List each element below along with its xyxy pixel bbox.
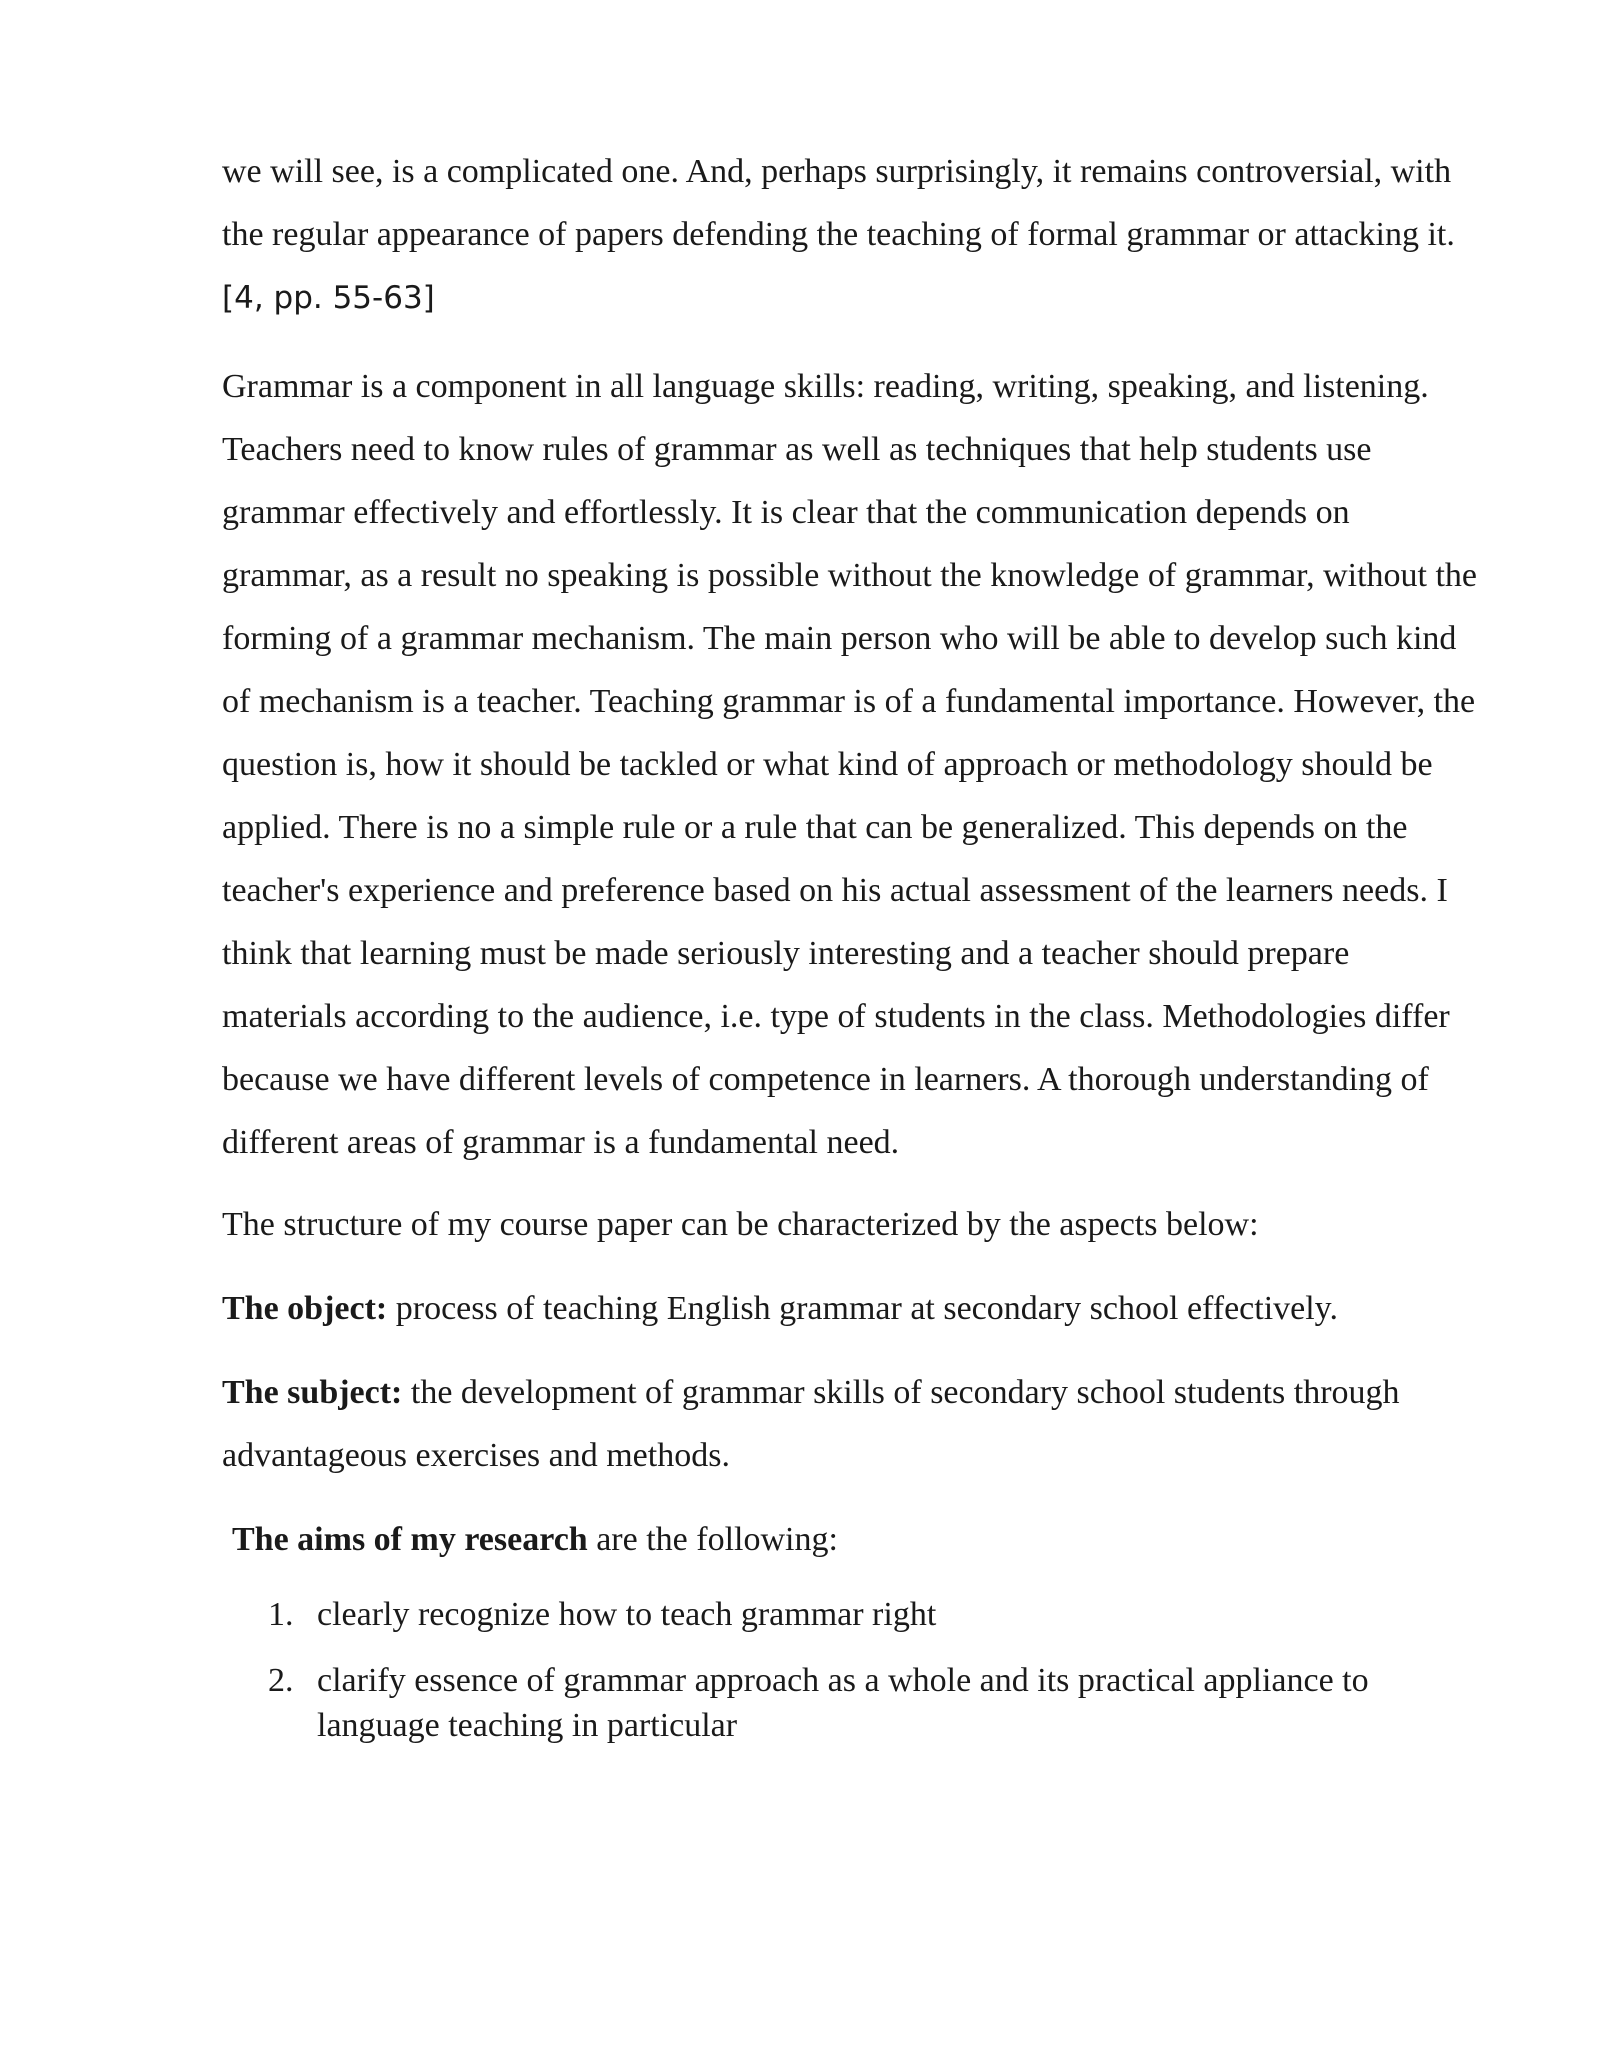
aims-text: are the following: — [587, 1521, 838, 1558]
page-content — [222, 140, 1480, 1769]
object-text: process of teaching English grammar at secondary school effectively. — [387, 1290, 1338, 1327]
aims-list — [222, 1592, 1480, 1748]
subject-paragraph — [222, 1361, 1480, 1487]
citation: [4, pp. 55-63] — [222, 280, 435, 316]
subject-label: The subject: — [222, 1374, 403, 1411]
continuation-paragraph — [222, 140, 1480, 330]
list-item — [222, 1658, 1480, 1748]
aims-paragraph — [222, 1508, 1480, 1571]
list-item-text: clearly recognize how to teach grammar right — [317, 1596, 937, 1633]
continuation-text: we will see, is a complicated one. And, perhaps surprisingly, it remains controversial, with the regular appearance of papers defending the teaching of formal grammar or attacking it. — [222, 153, 1455, 253]
list-item-text: clarify essence of grammar approach as a whole and its practical appliance to language teaching in particular — [317, 1662, 1369, 1744]
list-item-number: 1. — [268, 1596, 294, 1633]
list-item — [222, 1592, 1480, 1637]
object-paragraph — [222, 1277, 1480, 1340]
aims-label: The aims of my research — [232, 1521, 588, 1558]
list-item-number: 2. — [268, 1662, 294, 1699]
subject-text: the development of grammar skills of secondary school students through advantageous exercises and methods. — [222, 1374, 1400, 1474]
object-label: The object: — [222, 1290, 388, 1327]
main-paragraph: Grammar is a component in all language skills: reading, writing, speaking, and listening. Teachers need to know rules of grammar as well as techniques that help students use grammar effectively and effortlessly. It is clear that the communication depends on grammar, as a result no speaking is possible without the knowledge of grammar, without the forming of a grammar mechanism. The main person who will be able to develop such kind of mechanism is a teacher. Teaching grammar is of a fundamental importance. However, the question is, how it should be tackled or what kind of approach or methodology should be applied. There is no a simple rule or a rule that can be generalized. This depends on the teacher's experience and preference based on his actual assessment of the learners needs. I think that learning must be made seriously interesting and a teacher should prepare materials according to the audience, i.e. type of students in the class. Methodologies differ because we have different levels of competence in learners. A thorough understanding of different areas of grammar is a fundamental need. — [222, 368, 1478, 1161]
structure-intro: The structure of my course paper can be characterized by the aspects below: — [222, 1206, 1259, 1243]
